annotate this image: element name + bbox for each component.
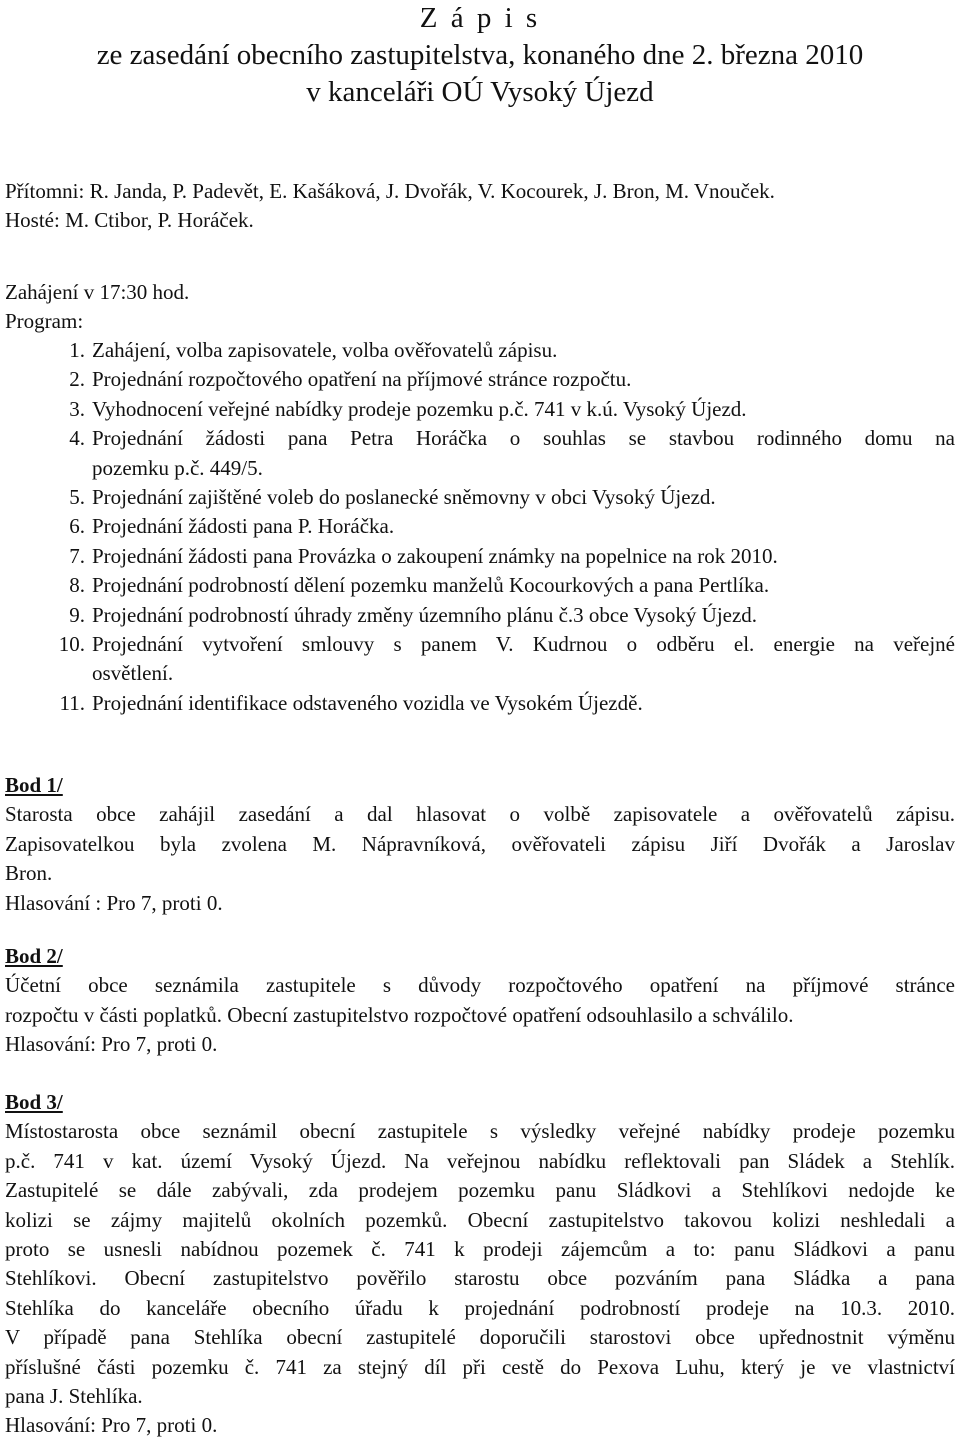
section-last-line: Bron.: [5, 861, 53, 886]
agenda-item-number: 3.: [69, 396, 85, 421]
attendance-block: [5, 177, 955, 236]
agenda-item-continuation: pozemku p.č. 449/5.: [92, 455, 263, 480]
section-line: Zapisovatelkou byla zvolena M. Nápravníková, ověřovateli zápisu Jiří Dvořák a Jaroslav: [5, 831, 955, 856]
guests: Hosté: M. Ctibor, P. Horáček.: [5, 208, 254, 233]
agenda-item-continuation: osvětlení.: [92, 661, 174, 686]
agenda-item: [5, 630, 955, 659]
meeting-description: ze zasedání obecního zastupitelstva, konaného dne 2. března 2010: [96, 39, 864, 71]
program-label-block: [5, 307, 955, 336]
agenda-item: [5, 571, 955, 600]
attendees-present: Přítomni: R. Janda, P. Padevět, E. Kašáková, J. Dvořák, V. Kocourek, J. Bron, M. Vnouček.: [5, 179, 775, 203]
meeting-start-block: [5, 278, 955, 307]
agenda-item: [5, 336, 955, 365]
agenda-item-text: Projednání zajištěné voleb do poslanecké sněmovny v obci Vysoký Újezd.: [92, 485, 716, 510]
agenda-item-number: 10.: [58, 632, 85, 657]
meeting-location: v kanceláři OÚ Vysoký Újezd: [306, 76, 654, 108]
agenda-item-number: 7.: [69, 543, 85, 568]
agenda-item-number: 4.: [69, 426, 85, 451]
section-heading: Bod 2/: [5, 944, 63, 968]
section-heading: Bod 3/: [5, 1090, 63, 1114]
agenda-list: [5, 336, 955, 718]
agenda-item-number: 9.: [69, 602, 85, 627]
document-title: Z á p i s: [419, 2, 541, 34]
agenda-item-number: 6.: [69, 514, 85, 539]
section-line: příslušné části pozemku č. 741 za stejný díl při cestě do Pexova Luhu, který je ve vlastnictví: [5, 1354, 955, 1379]
agenda-item-number: 1.: [69, 338, 85, 362]
meeting-start: Zahájení v 17:30 hod.: [5, 280, 190, 304]
agenda-item-text: Vyhodnocení veřejné nabídky prodeje pozemku p.č. 741 v k.ú. Vysoký Újezd.: [92, 396, 747, 421]
agenda-item-number: 2.: [69, 367, 85, 392]
section-line: kolizi se zájmy majitelů okolních pozemků. Obecní zastupitelstvo takovou kolizi neshledali a: [5, 1207, 955, 1232]
agenda-item-text: Projednání žádosti pana P. Horáčka.: [92, 514, 395, 539]
agenda-item: [5, 512, 955, 541]
section-last-line: pana J. Stehlíka.: [5, 1383, 143, 1408]
section-line: Stehlíka do kanceláře obecního úřadu k projednání podrobností prodeje na 10.3. 2010.: [5, 1295, 955, 1320]
agenda-item-number: 5.: [69, 485, 85, 510]
section-bod-3: [5, 1088, 955, 1441]
section-line: proto se usnesli nabídnou pozemek č. 741 k prodeji zájemcům a to: panu Sládkovi a panu: [5, 1236, 955, 1261]
section-bod-1: [5, 771, 955, 918]
agenda-item: [5, 689, 955, 718]
agenda-item-text: Projednání podrobností úhrady změny územního plánu č.3 obce Vysoký Újezd.: [92, 602, 758, 627]
agenda-item: [5, 424, 955, 453]
program-label: Program:: [5, 309, 84, 333]
agenda-item-text: Projednání žádosti pana Provázka o zakoupení známky na popelnice na rok 2010.: [92, 543, 778, 568]
section-line: V případě pana Stehlíka obecní zastupitelé doporučili starostovi obce upřednostnit výměnu: [5, 1325, 955, 1350]
agenda-item: [5, 601, 955, 630]
section-vote: Hlasování : Pro 7, proti 0.: [5, 890, 223, 915]
agenda-item-text: Zahájení, volba zapisovatele, volba ověřovatelů zápisu.: [92, 338, 558, 362]
section-line: Účetní obce seznámila zastupitele s důvody rozpočtového opatření na příjmové stránce: [5, 973, 955, 998]
section-line: p.č. 741 v kat. území Vysoký Újezd. Na veřejnou nabídku reflektovali pan Sládek a Stehlík.: [5, 1148, 955, 1173]
section-vote: Hlasování: Pro 7, proti 0.: [5, 1413, 218, 1438]
section-line: Stehlíkovi. Obecní zastupitelstvo pověřilo starostu obce pozváním pana Sládka a pana: [5, 1266, 955, 1291]
agenda-item-number: 11.: [59, 690, 85, 715]
section-line: Místostarosta obce seznámil obecní zastupitele s výsledky veřejné nabídky prodeje pozemku: [5, 1119, 955, 1144]
agenda-item: [5, 395, 955, 424]
agenda-item-text: Projednání žádosti pana Petra Horáčka o souhlas se stavbou rodinného domu na: [92, 426, 955, 451]
agenda-item-number: 8.: [69, 573, 85, 598]
document-title-block: [0, 0, 960, 111]
agenda-item: [5, 483, 955, 512]
agenda-item: [5, 365, 955, 394]
section-vote: Hlasování: Pro 7, proti 0.: [5, 1032, 218, 1057]
section-last-line: rozpočtu v části poplatků. Obecní zastupitelstvo rozpočtové opatření odsouhlasilo a schválilo.: [5, 1002, 794, 1027]
agenda-item: [5, 542, 955, 571]
section-heading: Bod 1/: [5, 773, 63, 797]
agenda-item-text: Projednání rozpočtového opatření na příjmové stránce rozpočtu.: [92, 367, 632, 392]
section-bod-2: [5, 942, 955, 1060]
section-line: Starosta obce zahájil zasedání a dal hlasovat o volbě zapisovatele a ověřovatelů zápisu.: [5, 802, 955, 827]
agenda-item-text: Projednání identifikace odstaveného vozidla ve Vysokém Újezdě.: [92, 690, 643, 715]
agenda-item-text: Projednání podrobností dělení pozemku manželů Kocourkových a pana Pertlíka.: [92, 573, 770, 598]
section-line: Zastupitelé se dále zabývali, zda prodejem pozemku panu Sládkovi a Stehlíkovi nedojde ke: [5, 1178, 955, 1203]
agenda-item-text: Projednání vytvoření smlouvy s panem V. Kudrnou o odběru el. energie na veřejné: [92, 632, 955, 657]
